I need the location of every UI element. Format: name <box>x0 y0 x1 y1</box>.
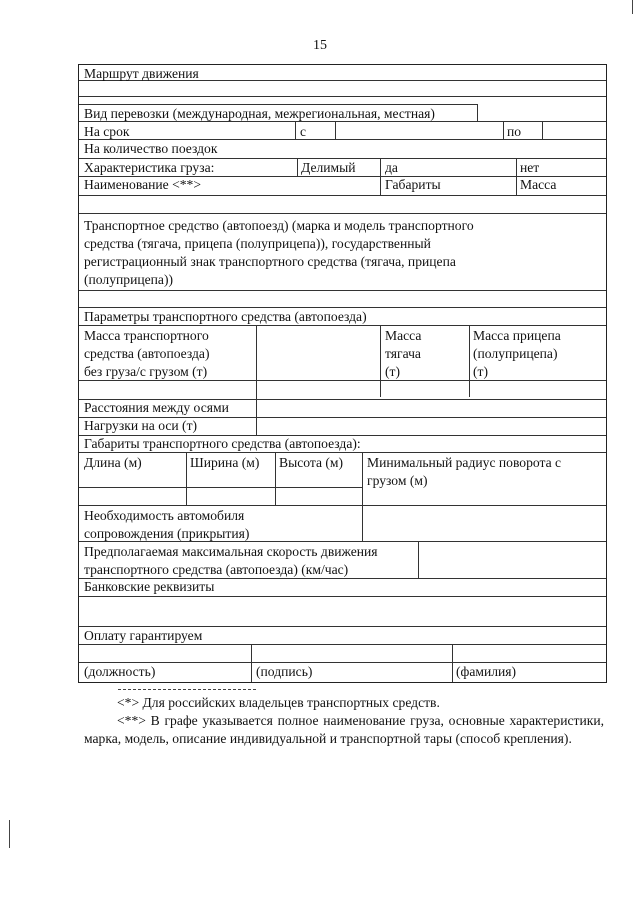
application-form-table <box>78 64 607 683</box>
period-label: На срок <box>84 124 130 139</box>
divisible-label: Делимый <box>301 160 356 175</box>
yes-label: да <box>385 160 398 175</box>
trailer-mass-line: Масса прицепа <box>473 328 561 343</box>
turn-radius-line: Минимальный радиус поворота с <box>367 455 562 470</box>
turn-radius-line: грузом (м) <box>367 473 428 488</box>
length-label: Длина (м) <box>84 455 142 470</box>
speed-line: Предполагаемая максимальная скорость движения <box>84 544 378 559</box>
params-title: Параметры транспортного средства (автопоезда) <box>84 309 367 324</box>
escort-line: сопровождения (прикрытия) <box>84 526 250 541</box>
margin-mark <box>9 820 10 848</box>
vehicle-mass-line: средства (автопоезда) <box>84 346 210 361</box>
tractor-mass-line: (т) <box>385 364 400 379</box>
no-label: нет <box>520 160 540 175</box>
period-to-label: по <box>507 124 522 139</box>
width-label: Ширина (м) <box>190 455 260 470</box>
footnote-separator <box>118 689 256 690</box>
bank-details-label: Банковские реквизиты <box>84 579 215 594</box>
vehicle-info-line: регистрационный знак транспортного средства (тягача, прицепа <box>84 254 456 269</box>
surname-label: (фамилия) <box>456 664 517 679</box>
payment-label: Оплату гарантируем <box>84 628 203 643</box>
tractor-mass-line: тягача <box>385 346 421 361</box>
vehicle-info-line: средства (тягача, прицепа (полуприцепа)), государственный <box>84 236 431 251</box>
vehicle-info-line: (полуприцепа)) <box>84 272 174 287</box>
dimensions-label: Габариты <box>385 177 441 192</box>
cargo-name-label: Наименование <**> <box>84 177 202 192</box>
vehicle-mass-line: Масса транспортного <box>84 328 209 343</box>
mass-label: Масса <box>520 177 557 192</box>
escort-line: Необходимость автомобиля <box>84 508 245 523</box>
transport-type-label: Вид перевозки (международная, межрегиональная, местная) <box>84 106 435 121</box>
tractor-mass-line: Масса <box>385 328 422 343</box>
margin-mark <box>632 0 633 14</box>
footnote-2: <**> В графе указывается полное наименование груза, основные характеристики, марка, модель, описание индивидуальной и транспортной тары (способ крепления). <box>84 713 604 746</box>
vehicle-info-line: Транспортное средство (автопоезд) (марка и модель транспортного <box>84 218 474 233</box>
height-label: Высота (м) <box>279 455 344 470</box>
axle-load-label: Нагрузки на оси (т) <box>84 418 198 433</box>
position-label: (должность) <box>84 664 156 679</box>
trips-count-label: На количество поездок <box>84 141 218 156</box>
signature-label: (подпись) <box>256 664 313 679</box>
page-number: 15 <box>313 38 327 53</box>
route-label: Маршрут движения <box>84 66 199 81</box>
trailer-mass-line: (т) <box>473 364 488 379</box>
trailer-mass-line: (полуприцепа) <box>473 346 558 361</box>
vehicle-mass-line: без груза/с грузом (т) <box>84 364 208 379</box>
period-from-label: с <box>300 124 307 139</box>
axle-distance-label: Расстояния между осями <box>84 400 229 415</box>
footnote-1: <*> Для российских владельцев транспортных средств. <box>117 695 440 710</box>
cargo-characteristic-label: Характеристика груза: <box>84 160 215 175</box>
speed-line: транспортного средства (автопоезда) (км/час) <box>84 562 349 577</box>
dims-title: Габариты транспортного средства (автопоезда): <box>84 436 361 451</box>
